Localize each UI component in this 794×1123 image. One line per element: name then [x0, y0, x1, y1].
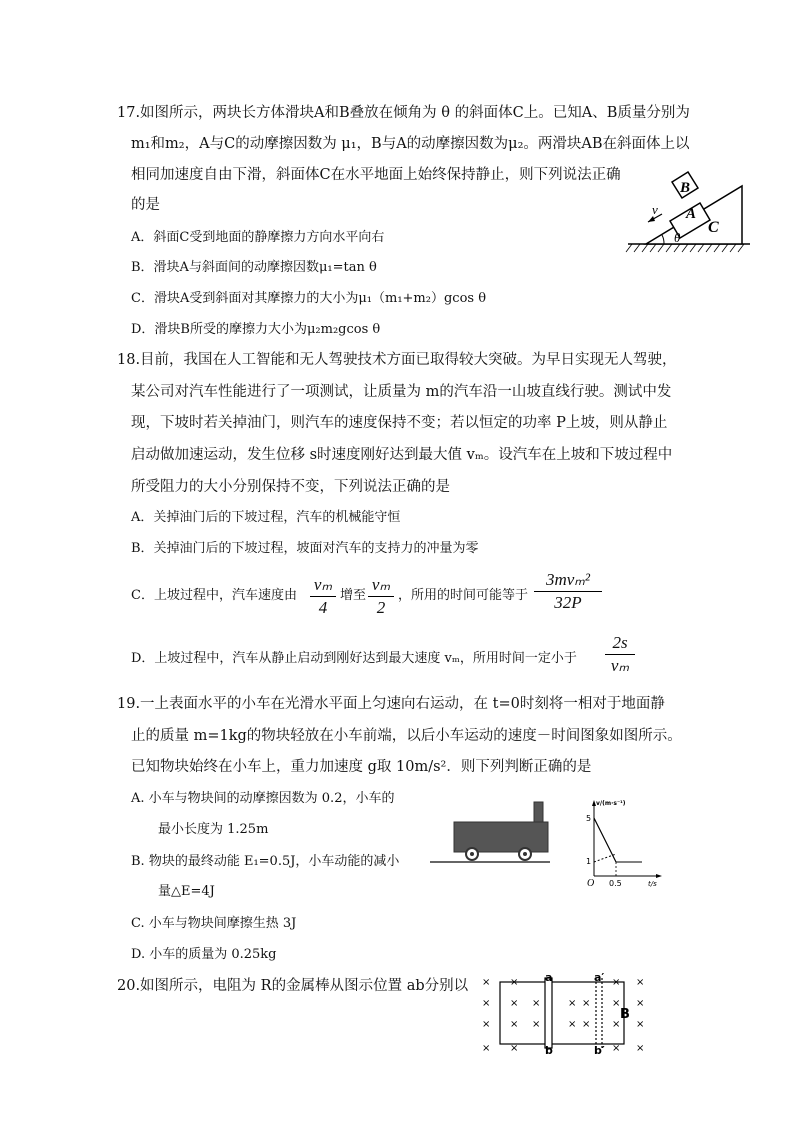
field-cross: ×	[568, 998, 577, 1009]
field-cross: ×	[612, 998, 621, 1009]
field-cross: ×	[482, 998, 491, 1009]
q17-line1: 17.如图所示，两块长方体滑块A和B叠放在倾角为 θ 的斜面体C上。已知A、B质量分别为	[117, 105, 690, 121]
q19-option-b-line1: B. 物块的最终动能 E₁=0.5J，小车动能的减小	[131, 854, 400, 869]
field-cross: ×	[510, 1019, 519, 1030]
q18-line4: 启动做加速运动，发生位移 s时速度刚好达到最大值 vₘ。设汽车在上坡和下坡过程中	[131, 447, 673, 463]
fraction-vm-over-4	[310, 575, 336, 618]
q19-option-a-line2: 最小长度为 1.25m	[158, 822, 269, 837]
field-cross: ×	[636, 1043, 645, 1054]
field-cross: ×	[532, 998, 541, 1009]
label-b-prime: b′	[594, 1044, 605, 1056]
field-cross: ×	[482, 1019, 491, 1030]
field-cross: ×	[510, 977, 519, 988]
field-cross: ×	[568, 1019, 577, 1030]
label-a-prime: a′	[594, 971, 605, 984]
graph-xlabel: t/s	[648, 880, 657, 888]
q19-line2: 止的质量 m=1kg的物块轻放在小车前端，以后小车运动的速度－时间图象如图所示。	[131, 728, 682, 744]
fraction-2s-over-vm	[605, 633, 635, 676]
label-c: C	[708, 219, 719, 236]
incline-figure	[622, 166, 754, 258]
frac-num: 2s	[612, 633, 628, 652]
fraction-vm-over-2	[368, 575, 394, 618]
q18-option-c-mid2: ，所用的时间可能等于	[398, 588, 529, 603]
graph-ylabel: v/(m·s⁻¹)	[596, 800, 626, 807]
q19-line1: 19.一上表面水平的小车在光滑水平面上匀速向右运动，在 t=0时刻将一相对于地面静	[117, 696, 665, 712]
q19-option-a-line1: A. 小车与物块间的动摩擦因数为 0.2，小车的	[131, 791, 395, 806]
field-cross: ×	[510, 998, 519, 1009]
frac-den: 4	[318, 598, 328, 617]
q20-line1: 20.如图所示，电阻为 R的金属棒从图示位置 ab分别以	[117, 978, 469, 994]
q17-option-d: D．滑块B所受的摩擦力大小为μ₂m₂gcos θ	[131, 322, 381, 337]
field-cross: ×	[636, 1019, 645, 1030]
q18-line1: 18.目前，我国在人工智能和无人驾驶技术方面已取得较大突破。为早日实现无人驾驶，	[117, 352, 677, 368]
q19-line3: 已知物块始终在小车上，重力加速度 g取 10m/s²．则下列判断正确的是	[131, 759, 592, 775]
velocity-time-graph	[582, 796, 672, 888]
q17-line3: 相同加速度自由下滑，斜面体C在水平地面上始终保持静止，则下列说法正确	[131, 167, 621, 183]
cart-figure	[430, 798, 550, 870]
frac-num: vₘ	[313, 575, 333, 594]
graph-origin: O	[587, 878, 595, 888]
q18-line5: 所受阻力的大小分别保持不变，下列说法正确的是	[131, 479, 450, 495]
frac-den: 32P	[554, 593, 582, 612]
frac-den: vₘ	[610, 656, 630, 675]
q19-option-d: D. 小车的质量为 0.25kg	[131, 947, 277, 962]
q17-option-b: B．滑块A与斜面间的动摩擦因数μ₁=tan θ	[131, 260, 377, 275]
q18-option-d-pre: D．上坡过程中，汽车从静止启动到刚好达到最大速度 vₘ，所用时间一定小于	[131, 651, 577, 666]
frac-num: vₘ	[371, 575, 391, 594]
graph-tick-5: 5	[586, 814, 592, 823]
label-b: B	[680, 180, 691, 196]
frac-num: 3mvₘ²	[545, 570, 590, 589]
label-theta: θ	[674, 230, 681, 245]
label-v: v	[652, 202, 658, 217]
q19-option-c: C. 小车与物块间摩擦生热 3J	[131, 916, 297, 931]
q17-option-c: C．滑块A受到斜面对其摩擦力的大小为μ₁（m₁+m₂）gcos θ	[131, 291, 487, 306]
field-cross: ×	[612, 977, 621, 988]
q18-option-a: A．关掉油门后的下坡过程，汽车的机械能守恒	[131, 510, 401, 525]
magnetic-field-figure	[476, 970, 648, 1056]
field-cross: ×	[636, 977, 645, 988]
field-cross: ×	[510, 1043, 519, 1054]
field-cross: ×	[532, 1019, 541, 1030]
field-cross: ×	[612, 1019, 621, 1030]
q18-option-c-mid1: 增至	[340, 588, 367, 603]
field-cross: ×	[636, 998, 645, 1009]
field-cross: ×	[582, 1019, 591, 1030]
field-cross: ×	[482, 1043, 491, 1054]
q18-line2: 某公司对汽车性能进行了一项测试，让质量为 m的汽车沿一山坡直线行驶。测试中发	[131, 384, 672, 400]
q17-line2: m₁和m₂，A与C的动摩擦因数为 μ₁，B与A的动摩擦因数为μ₂。两滑块AB在斜面体上以	[131, 136, 690, 152]
field-cross: ×	[612, 1043, 621, 1054]
label-a: a	[545, 971, 553, 984]
label-b: b	[545, 1044, 553, 1056]
field-cross: ×	[482, 977, 491, 988]
q17-option-a: A．斜面C受到地面的静摩擦力方向水平向右	[131, 230, 385, 245]
label-a: A	[686, 206, 697, 222]
q18-line3: 现，下坡时若关掉油门，则汽车的速度保持不变；若以恒定的功率 P上坡，则从静止	[131, 415, 668, 431]
q19-option-b-line2: 量△E=4J	[158, 884, 215, 899]
graph-tick-1: 1	[586, 857, 592, 866]
label-field-b: B	[620, 1007, 630, 1022]
rod-ab	[545, 978, 552, 1048]
frac-den: 2	[376, 598, 386, 617]
q17-line4: 的是	[131, 197, 160, 213]
q18-option-c-pre: C．上坡过程中，汽车速度由	[131, 588, 297, 603]
fraction-3mvm2-over-32p	[534, 570, 602, 613]
field-cross: ×	[582, 998, 591, 1009]
graph-tick-0-5: 0.5	[609, 879, 622, 888]
q18-option-b: B．关掉油门后的下坡过程，坡面对汽车的支持力的冲量为零	[131, 541, 479, 556]
